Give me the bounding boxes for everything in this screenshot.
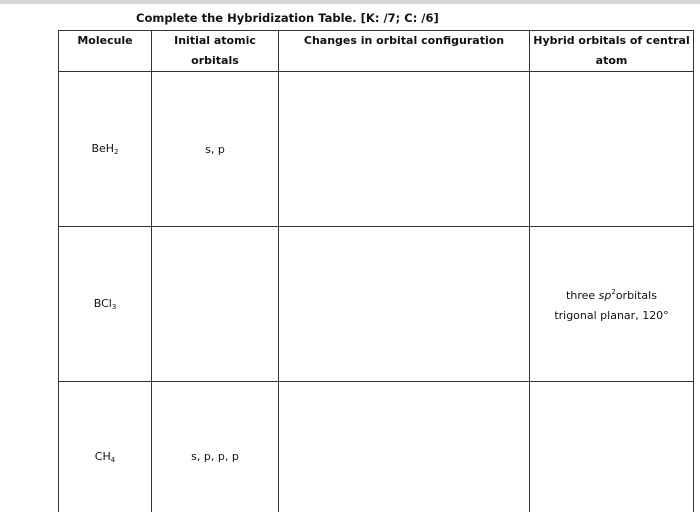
top-divider <box>0 0 700 4</box>
molecule-cell <box>59 72 152 227</box>
page-title: Complete the Hybridization Table. [K: /7; C: /6] <box>136 11 439 25</box>
hybrid-description: three $sp^2orbitals$ trigonal planar, 120° <box>554 288 669 322</box>
table-row <box>59 382 694 512</box>
table-row <box>59 227 694 382</box>
hybridization-table <box>58 30 694 512</box>
hybrid-orbitals-cell[interactable] <box>530 227 694 382</box>
changes-cell[interactable] <box>279 382 530 512</box>
header-hybrid-orbitals: Hybrid orbitals of central atom <box>530 31 694 72</box>
molecule-formula: BCl$_3$ <box>93 297 117 311</box>
initial-orbitals-cell[interactable]: s, p <box>152 72 279 227</box>
hybrid-orbitals-cell[interactable] <box>530 382 694 512</box>
header-molecule: Molecule <box>59 31 152 72</box>
header-initial-orbitals: Initial atomic orbitals <box>152 31 279 72</box>
molecule-formula: $CH_4$ <box>94 449 116 464</box>
initial-orbitals-cell[interactable] <box>152 227 279 382</box>
molecule-formula: BeH$_2$ <box>91 142 119 156</box>
molecule-cell <box>59 382 152 512</box>
molecule-cell <box>59 227 152 382</box>
changes-cell[interactable] <box>279 72 530 227</box>
initial-orbitals-cell[interactable]: s, p, p, p <box>152 382 279 512</box>
table-header-row <box>59 31 694 72</box>
changes-cell[interactable] <box>279 227 530 382</box>
hybrid-orbitals-cell[interactable] <box>530 72 694 227</box>
table-row <box>59 72 694 227</box>
header-changes: Changes in orbital configuration <box>279 31 530 72</box>
